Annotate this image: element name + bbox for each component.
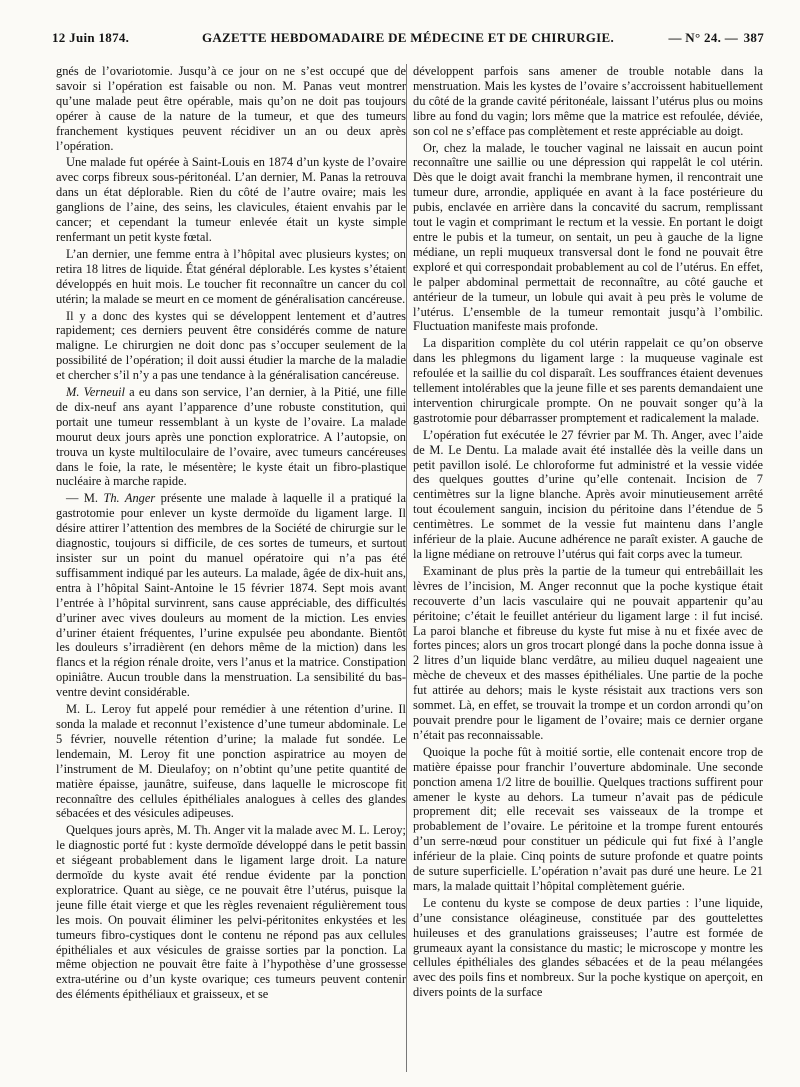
paragraph: Il y a donc des kystes qui se développent lentement et d’autres rapidement; ces derniers peuvent être considérés comme de nature maligne. Le chirurgien ne doit donc pas s’occuper seulement de la possibilité de l’opération; il doit aussi étudier la marche de la maladie et chercher s’il n’y a pas une tendance à la généralisation cancéreuse.	[56, 308, 406, 383]
paragraph: L’an dernier, une femme entra à l’hôpital avec plusieurs kystes; on retira 18 litres de liquide. État général déplorable. Les kystes s’étaient développés en huit mois. Le toucher fit reconnaître un cancer du col utérin; la malade se meurt en ce moment de généralisation cancéreuse.	[56, 246, 406, 306]
paragraph: Examinant de plus près la partie de la tumeur qui entrebâillait les lèvres de l’incision, M. Anger reconnut que la poche kystique était recouverte d’un lacis vasculaire qui ne pouvait appartenir qu’au péritoine; c’était le feuillet antérieur du ligament large : il fut incisé. La paroi blanche et fibreuse du kyste fut mise à nu et fixée avec de fortes pinces; alors un gros trocart plongé dans la poche donna issue à 2 litres d’un liquide blanc verdâtre, au milieu duquel nageaient une mèche de cheveux et des masses épithéliales. Une partie de la poche fut attirée au dehors; mais le kyste résistait aux tractions vers son sommet. Là, en effet, se trouvait la trompe et un cordon arrondi qu’on pouvait prendre pour le ligament de l’ovaire; mais ce dernier organe n’était pas reconnaissable.	[413, 563, 763, 742]
paragraph: Or, chez la malade, le toucher vaginal ne laissait en aucun point reconnaître une saillie ou une dépression qui rappelât le col utérin. Dès que le doigt avait franchi la membrane hymen, il rencontrait une tumeur dure, arrondie, appliquée en avant à la face postérieure du pubis, enclavée en arrière dans la concavité du sacrum, remplissant tout le vagin et comprimant le rectum et la vessie. En portant le doigt entre le pubis et la tumeur, on sentait, un peu à gauche de la ligne médiane, un repli muqueux transversal dont le fond ne pouvait être exploré et qui correspondait probablement au col de l’utérus. En effet, le palper abdominal permettait de reconnaître, au côté gauche et antérieur de la tumeur, un lobule qui avait à peu près le volume de l’utérus. L’ensemble de la tumeur remontait jusqu’à l’ombilic. Fluctuation manifeste mais profonde.	[413, 140, 763, 334]
issue-date: 12 Juin 1874.	[52, 30, 130, 45]
issue-and-page	[666, 30, 764, 46]
paragraph: Quoique la poche fût à moitié sortie, elle contenait encore trop de matière épaisse pour franchir l’ouverture abdominale. Une seconde ponction amena 1/2 litre de bouillie. Quelques tractions suffirent pour amener le kyste au dehors. La tumeur n’avait pas de pédicule proprement dit; elle recevait ses vaisseaux de la trompe et probablement de l’ovaire. Le péritoine et la trompe furent entourés d’un serre-nœud pour constituer un pédicule qui fut fixé à l’angle inférieur de la plaie. Cinq points de suture profonde et quatre points de suture superficielle. L’opération n’avait pas duré une heure. Le 21 mars, la malade quittait l’hôpital complètement guérie.	[413, 744, 763, 893]
column-divider	[406, 64, 407, 1072]
paragraph: Quelques jours après, M. Th. Anger vit la malade avec M. L. Leroy; le diagnostic porté fut : kyste dermoïde développé dans le petit bassin et siégeant probablement dans le ligament large droit. La nature dermoïde du kyste avait été rendue évidente par la ponction exploratrice. Quant au siège, ce ne pouvait être l’utérus, puisque la jeune fille était vierge et que les règles revenaient régulièrement tous les mois. On pouvait éliminer les pelvi-péritonites enkystées et les tumeurs fibro-cystiques dont le contenu ne répond pas aux cellules épithéliales et aux vésicules de graisse sorties par la ponction. La même objection ne pouvait être faite à l’hypothèse d’une grossesse extra-utérine ou d’un kyste ovarique; ces tumeurs peuvent contenir des éléments épithéliaux et graisseux, et se	[56, 823, 406, 1002]
journal-title: GAZETTE HEBDOMADAIRE DE MÉDECINE ET DE CHIRURGIE.	[201, 30, 615, 45]
speaker-name: Th. Anger	[103, 491, 156, 506]
paragraph	[56, 491, 406, 700]
page-number: 387	[743, 30, 764, 45]
paragraph: La disparition complète du col utérin rappelait ce qu’on observe dans les phlegmons du ligament large : la muqueuse vaginale est refoulée et la saillie du col disparaît. Les souffrances étaient devenues tellement intolérables que la jeune fille et ses parents demandaient une intervention chirurgicale prompte. On ne pouvait songer qu’à la gastrotomie pour débarrasser promptement et radicalement la malade.	[413, 336, 763, 425]
right-column	[413, 64, 763, 1072]
left-column	[56, 64, 406, 1072]
speaker-name: M. Verneuil	[66, 385, 125, 400]
page-header	[52, 28, 764, 48]
paragraph-text: a eu dans son service, l’an dernier, à la Pitié, une fille de dix-neuf ans ayant l’apparence d’une robuste constitution, qui portait une tumeur ressemblant à un kyste de l’ovaire. La malade mourut deux jours après une ponction exploratrice. A l’autopsie, on trouva un kyste multiloculaire de l’ovaire, avec tumeurs cancéreuses dans le foie, la rate, le mésentère; le kyste était un fibro-plastique nucléaire à marche rapide.	[56, 385, 406, 489]
paragraph: L’opération fut exécutée le 27 février par M. Th. Anger, avec l’aide de M. Le Dentu. La malade avait été installée dès la veille dans un petit pavillon isolé. Le chloroforme fut administré et la vessie vidée des quelques gouttes d’urine qu’elle contenait. Incision de 7 centimètres sur la ligne blanche. Après avoir minutieusement arrêté tout écoulement sanguin, incision du péritoine dans l’étendue de 5 centimètres. Le sommet de la vessie fut maintenu dans l’angle inférieur de la plaie. Aucune adhérence ne paraît exister. A gauche de la ligne médiane on retrouve l’utérus qui fait corps avec la tumeur.	[413, 427, 763, 561]
paragraph-text: présente une malade à laquelle il a pratiqué la gastrotomie pour enlever un kyste dermoïde du ligament large. Il désire attirer l’attention des membres de la Société de chirurgie sur le diagnostic, toujours si difficile, de ces sortes de tumeurs, et surtout insister sur un point du manuel opératoire qui n’a pas été suffisamment indiqué par les auteurs. La malade, âgée de dix-huit ans, entra à l’hôpital Saint-Antoine le 15 février 1874. Sept mois avant l’entrée à l’hôpital survinrent, sans cause appréciable, des difficultés d’uriner avec vives douleurs au moment de la miction. Les envies d’uriner étaient fréquentes, l’urine expulsée peu abondante. Bientôt les douleurs s’irradièrent (en dehors même de la miction) dans les flancs et la région rénale droite, vers l’anus et la matrice. Constipation opiniâtre. Aucun trouble dans la menstruation. La sensibilité du bas-ventre devint considérable.	[56, 491, 406, 700]
paragraph: gnés de l’ovariotomie. Jusqu’à ce jour on ne s’est occupé que de savoir si l’opération est faisable ou non. M. Panas veut montrer qu’une malade peut être opérable, mais qu’on ne doit pas toujours opérer à cause de la nature de la tumeur, et que des tumeurs franchement kystiques peuvent récidiver un an ou deux après l’opération.	[56, 64, 406, 153]
issue-number: — N° 24. —	[668, 30, 739, 45]
paragraph-lead: — M.	[66, 491, 104, 506]
paragraph: Le contenu du kyste se compose de deux parties : l’une liquide, d’une consistance oléagineuse, constituée par des gouttelettes huileuses et des granulations graisseuses; l’autre est formée de grumeaux ayant la consistance du mastic; le microscope y montre les cellules épithéliales des glandes sébacées et de la peau mélangées avec des poils fins et nombreux. Sur la poche kystique on aperçoit, en divers points de la surface	[413, 895, 763, 1000]
paragraph: Une malade fut opérée à Saint-Louis en 1874 d’un kyste de l’ovaire avec corps fibreux sous-péritonéal. L’an dernier, M. Panas la retrouva dans un état déplorable. Rien du côté de l’autre ovaire; mais les ganglions de l’aine, des seins, les clavicules, étaient envahis par le cancer; et cependant la tumeur enlevée était un kyste simple renfermant un petit kyste fœtal.	[56, 155, 406, 244]
paragraph: développent parfois sans amener de trouble notable dans la menstruation. Mais les kystes de l’ovaire s’accroissent habituellement du côté de la grande cavité péritonéale, laissant l’utérus plus ou moins libre au fond du vagin; lors même que la matrice est refoulée, déviée, son col ne s’efface pas complètement et reste appréciable au doigt.	[413, 64, 763, 138]
paragraph: M. L. Leroy fut appelé pour remédier à une rétention d’urine. Il sonda la malade et reconnut l’existence d’une tumeur abdominale. Le 5 février, nouvelle rétention d’urine; la malade fut sondée. Le lendemain, M. Leroy fit une ponction aspiratrice au moyen de l’instrument de M. Dieulafoy; on n’obtint qu’une petite quantité de matière épaisse, jaunâtre, suifeuse, dans laquelle le microscope fit reconnaître des cellules épithéliales analogues à celles des glandes sébacées et des vésicules adipeuses.	[56, 702, 406, 821]
paragraph	[56, 385, 406, 489]
